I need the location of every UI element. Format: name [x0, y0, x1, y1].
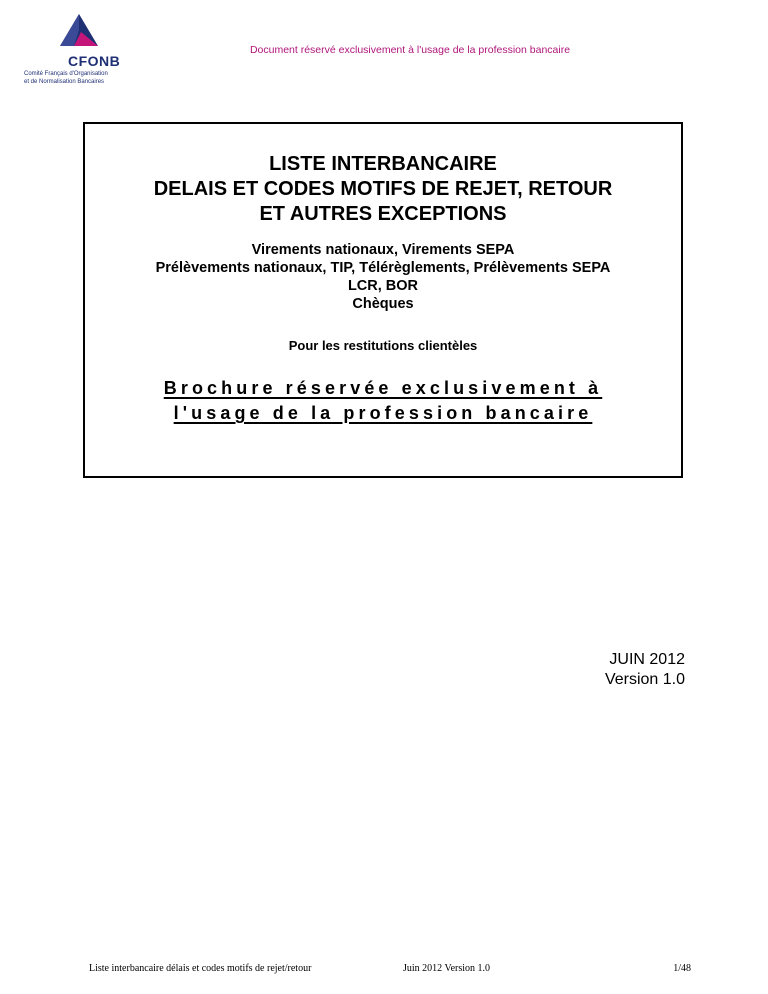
- instrument-line: Prélèvements nationaux, TIP, Télérèglements, Prélèvements SEPA: [155, 260, 611, 276]
- document-title: [85, 152, 681, 227]
- title-line: LISTE INTERBANCAIRE: [269, 153, 497, 175]
- cover-box: [83, 122, 683, 478]
- logo-name: CFONB: [68, 53, 121, 69]
- brochure-line: Brochure réservée exclusivement à: [163, 378, 603, 398]
- instrument-line: Virements nationaux, Virements SEPA: [251, 242, 515, 258]
- brochure-line: l'usage de la profession bancaire: [173, 403, 593, 423]
- title-line: ET AUTRES EXCEPTIONS: [259, 203, 507, 225]
- logo-subtitle-line: et de Normalisation Bancaires: [24, 79, 105, 85]
- instrument-line: Chèques: [352, 296, 414, 312]
- logo-subtitle: [24, 70, 114, 86]
- edition-date: [520, 650, 685, 690]
- edition-version: Version 1.0: [604, 671, 685, 688]
- instrument-line: LCR, BOR: [347, 278, 419, 294]
- footer-version: Juin 2012 Version 1.0: [403, 963, 491, 974]
- restitution-note: Pour les restitutions clientèles: [288, 338, 478, 353]
- brochure-notice: [85, 376, 681, 426]
- payment-instruments-list: [85, 241, 681, 313]
- title-line: DELAIS ET CODES MOTIFS DE REJET, RETOUR: [153, 178, 613, 200]
- logo-subtitle-line: Comité Français d'Organisation: [24, 71, 108, 77]
- header-notice: Document réservé exclusivement à l'usage de la profession bancaire: [249, 44, 571, 56]
- edition-month-year: JUIN 2012: [609, 651, 685, 668]
- page-number: 1/48: [673, 963, 691, 974]
- footer-title: Liste interbancaire délais et codes motifs de rejet/retour: [89, 963, 312, 974]
